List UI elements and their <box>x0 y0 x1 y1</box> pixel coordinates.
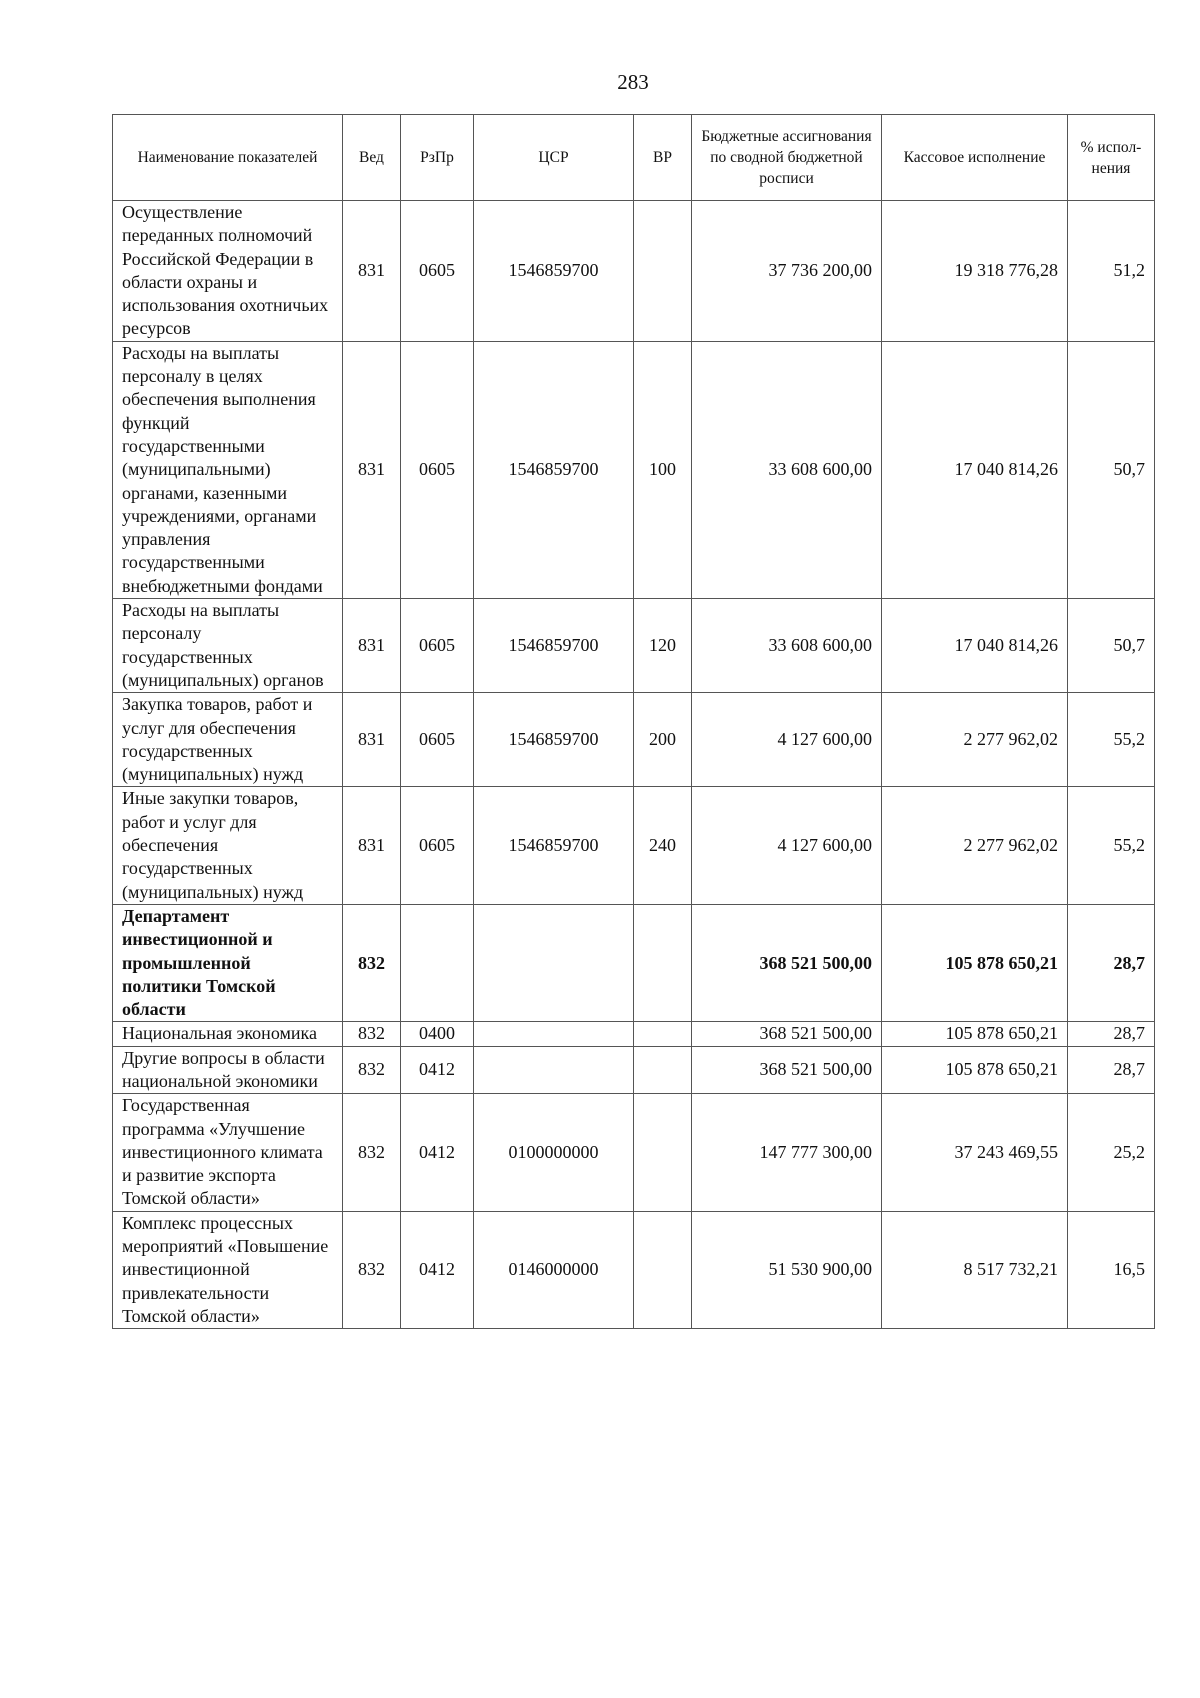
row-cash: 8 517 732,21 <box>882 1211 1068 1328</box>
row-name: Другие вопросы в области национальной экономики <box>113 1046 343 1094</box>
row-csr: 1546859700 <box>474 201 634 342</box>
row-percent: 28,7 <box>1068 904 1155 1021</box>
row-csr: 1546859700 <box>474 341 634 598</box>
row-rzpr: 0605 <box>401 787 474 904</box>
row-name: Государственная программа «Улучшение инвестиционного климата и развитие экспорта Томской области» <box>113 1094 343 1211</box>
row-csr <box>474 1022 634 1046</box>
header-cash: Кассовое исполнение <box>882 115 1068 201</box>
row-rzpr: 0605 <box>401 693 474 787</box>
row-ved: 831 <box>343 787 401 904</box>
row-cash: 17 040 814,26 <box>882 599 1068 693</box>
row-name: Осуществление переданных полномочий Российской Федерации в области охраны и использования охотничьих ресурсов <box>113 201 343 342</box>
table-header-row <box>113 115 1155 201</box>
row-rzpr: 0412 <box>401 1211 474 1328</box>
row-percent: 28,7 <box>1068 1046 1155 1094</box>
row-cash: 105 878 650,21 <box>882 1046 1068 1094</box>
table-row <box>113 1211 1155 1328</box>
row-budget: 4 127 600,00 <box>692 693 882 787</box>
row-ved: 831 <box>343 599 401 693</box>
row-cash: 37 243 469,55 <box>882 1094 1068 1211</box>
row-name: Комплекс процессных мероприятий «Повышение инвестиционной привлекательности Томской области» <box>113 1211 343 1328</box>
row-cash: 17 040 814,26 <box>882 341 1068 598</box>
row-percent: 16,5 <box>1068 1211 1155 1328</box>
table-row <box>113 1022 1155 1046</box>
row-csr <box>474 904 634 1021</box>
row-percent: 50,7 <box>1068 341 1155 598</box>
row-rzpr: 0412 <box>401 1046 474 1094</box>
row-vr: 240 <box>634 787 692 904</box>
row-budget: 368 521 500,00 <box>692 904 882 1021</box>
header-ved: Вед <box>343 115 401 201</box>
row-csr <box>474 1046 634 1094</box>
row-budget: 147 777 300,00 <box>692 1094 882 1211</box>
table-row <box>113 599 1155 693</box>
row-ved: 832 <box>343 1094 401 1211</box>
header-rzpr: РзПр <box>401 115 474 201</box>
row-csr: 0100000000 <box>474 1094 634 1211</box>
row-budget: 37 736 200,00 <box>692 201 882 342</box>
row-vr <box>634 1046 692 1094</box>
row-ved: 832 <box>343 1022 401 1046</box>
row-cash: 105 878 650,21 <box>882 1022 1068 1046</box>
row-budget: 33 608 600,00 <box>692 341 882 598</box>
page-number: 283 <box>617 70 649 94</box>
row-percent: 55,2 <box>1068 787 1155 904</box>
header-name: Наименование показателей <box>113 115 343 201</box>
row-cash: 105 878 650,21 <box>882 904 1068 1021</box>
row-rzpr: 0412 <box>401 1094 474 1211</box>
table-row <box>113 1046 1155 1094</box>
header-budget: Бюджетные ассигнования по сводной бюджетной росписи <box>692 115 882 201</box>
table-row <box>113 693 1155 787</box>
header-percent: % испол-нения <box>1068 115 1155 201</box>
table-row <box>113 201 1155 342</box>
row-csr: 0146000000 <box>474 1211 634 1328</box>
row-ved: 832 <box>343 1046 401 1094</box>
table-row <box>113 787 1155 904</box>
row-name: Иные закупки товаров, работ и услуг для обеспечения государственных (муниципальных) нужд <box>113 787 343 904</box>
row-ved: 832 <box>343 1211 401 1328</box>
table-row-department <box>113 904 1155 1021</box>
row-vr <box>634 1022 692 1046</box>
row-vr <box>634 1094 692 1211</box>
row-csr: 1546859700 <box>474 787 634 904</box>
row-budget: 368 521 500,00 <box>692 1046 882 1094</box>
row-name: Закупка товаров, работ и услуг для обеспечения государственных (муниципальных) нужд <box>113 693 343 787</box>
row-ved: 832 <box>343 904 401 1021</box>
row-vr: 200 <box>634 693 692 787</box>
row-ved: 831 <box>343 201 401 342</box>
table-row <box>113 341 1155 598</box>
row-rzpr: 0605 <box>401 599 474 693</box>
row-name: Департамент инвестиционной и промышленной политики Томской области <box>113 904 343 1021</box>
row-vr <box>634 1211 692 1328</box>
row-vr: 100 <box>634 341 692 598</box>
row-vr <box>634 201 692 342</box>
row-percent: 55,2 <box>1068 693 1155 787</box>
row-cash: 2 277 962,02 <box>882 787 1068 904</box>
table-row <box>113 1094 1155 1211</box>
row-percent: 25,2 <box>1068 1094 1155 1211</box>
row-budget: 4 127 600,00 <box>692 787 882 904</box>
row-cash: 2 277 962,02 <box>882 693 1068 787</box>
row-ved: 831 <box>343 341 401 598</box>
row-vr: 120 <box>634 599 692 693</box>
row-csr: 1546859700 <box>474 599 634 693</box>
row-percent: 50,7 <box>1068 599 1155 693</box>
header-vr: ВР <box>634 115 692 201</box>
row-cash: 19 318 776,28 <box>882 201 1068 342</box>
row-rzpr: 0605 <box>401 341 474 598</box>
row-name: Расходы на выплаты персоналу государственных (муниципальных) органов <box>113 599 343 693</box>
row-rzpr: 0400 <box>401 1022 474 1046</box>
row-percent: 28,7 <box>1068 1022 1155 1046</box>
header-csr: ЦСР <box>474 115 634 201</box>
row-name: Национальная экономика <box>113 1022 343 1046</box>
row-rzpr: 0605 <box>401 201 474 342</box>
row-csr: 1546859700 <box>474 693 634 787</box>
row-percent: 51,2 <box>1068 201 1155 342</box>
row-budget: 33 608 600,00 <box>692 599 882 693</box>
budget-execution-table <box>112 114 1155 1329</box>
row-budget: 51 530 900,00 <box>692 1211 882 1328</box>
row-name: Расходы на выплаты персоналу в целях обеспечения выполнения функций государственными (муниципальными) органами, казенными учреждениями, органами управления государственными внебюджетными фондами <box>113 341 343 598</box>
row-vr <box>634 904 692 1021</box>
row-rzpr <box>401 904 474 1021</box>
row-ved: 831 <box>343 693 401 787</box>
row-budget: 368 521 500,00 <box>692 1022 882 1046</box>
